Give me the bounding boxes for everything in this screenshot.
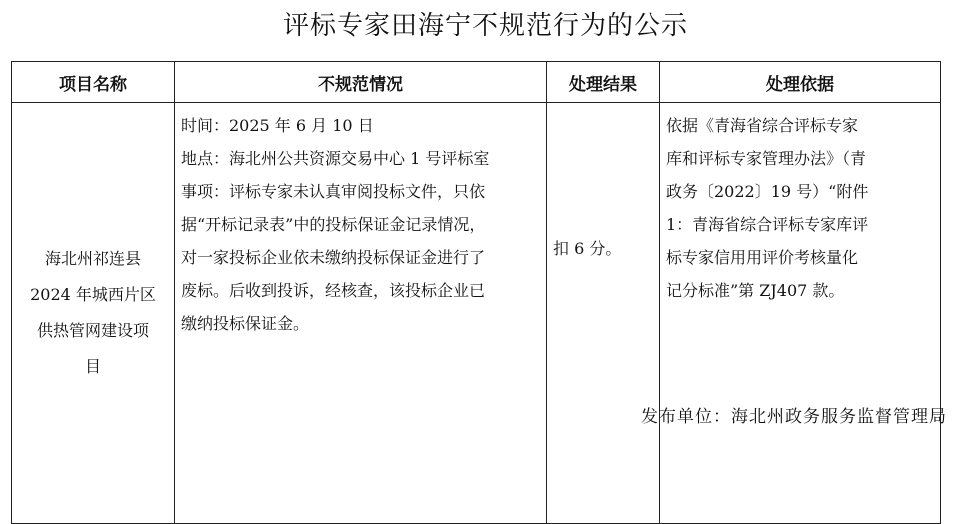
page-title: 评标专家田海宁不规范行为的公示 [282, 11, 688, 41]
project-name-cell [12, 103, 175, 524]
situation-matter-line: 对一家投标企业依未缴纳投标保证金进行了 [181, 248, 486, 267]
basis-line: 政务〔2022〕19 号）“附件 [666, 182, 869, 201]
header-result: 处理结果 [547, 62, 660, 103]
basis-line: 1：青海省综合评标专家库评 [666, 215, 869, 234]
table-header-row [12, 62, 941, 103]
basis-line: 记分标准”第 ZJ407 款。 [666, 281, 845, 300]
project-name-line: 目 [84, 357, 101, 376]
publisher-line: 发布单位：海北州政务服务监督管理局 [641, 407, 947, 427]
situation-matter-line: 据“开标记录表”中的投标保证金记录情况， [181, 215, 486, 234]
result-cell [547, 103, 660, 524]
basis-cell [660, 103, 941, 524]
project-name-line: 海北州祁连县 [44, 249, 141, 268]
header-irregularity: 不规范情况 [175, 62, 547, 103]
notice-table [11, 61, 941, 524]
table-row [12, 103, 941, 524]
situation-time: 时间：2025 年 6 月 10 日 [181, 116, 374, 135]
header-project-name: 项目名称 [12, 62, 175, 103]
situation-location: 地点：海北州公共资源交易中心 1 号评标室 [181, 149, 490, 168]
situation-matter-line: 废标。后收到投诉，经核查，该投标企业已 [181, 281, 486, 300]
irregularity-cell [175, 103, 547, 524]
project-name-line: 供热管网建设项 [36, 321, 149, 340]
situation-matter-line: 事项：评标专家未认真审阅投标文件，只依 [181, 182, 486, 201]
basis-line: 标专家信用用评价考核量化 [666, 248, 859, 267]
basis-line: 库和评标专家管理办法》（青 [666, 149, 867, 168]
header-basis: 处理依据 [660, 62, 941, 103]
situation-matter-line: 缴纳投标保证金。 [181, 314, 310, 333]
basis-line: 依据《青海省综合评标专家 [666, 116, 859, 135]
project-name-line: 2024 年城西片区 [30, 285, 156, 304]
result-text: 扣 6 分。 [553, 239, 622, 258]
